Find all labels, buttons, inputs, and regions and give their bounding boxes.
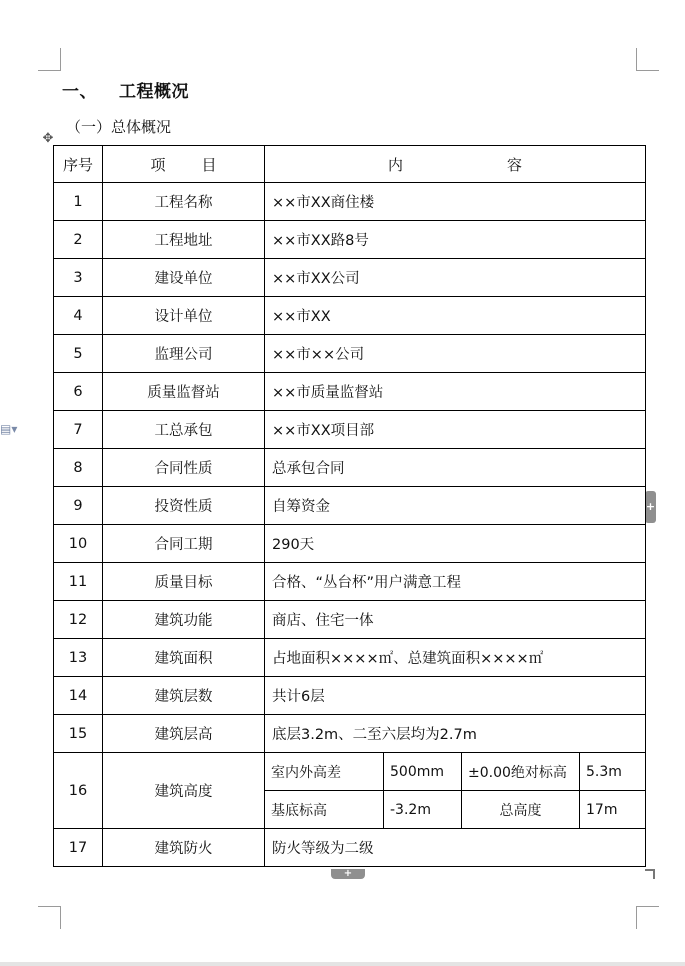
header-content xyxy=(265,146,646,183)
row-content: 防火等级为二级 xyxy=(265,829,646,867)
crop-mark-top-right xyxy=(636,48,659,71)
row-seq: 10 xyxy=(54,525,103,563)
row-item: 建设单位 xyxy=(103,259,265,297)
row-item: 工总承包 xyxy=(103,411,265,449)
table-row xyxy=(54,259,646,297)
row-seq: 6 xyxy=(54,373,103,411)
row-seq: 15 xyxy=(54,715,103,753)
table-row-height-1 xyxy=(54,753,646,791)
table-row xyxy=(54,525,646,563)
row-seq: 11 xyxy=(54,563,103,601)
row-content: ××市××公司 xyxy=(265,335,646,373)
row-seq: 9 xyxy=(54,487,103,525)
table-row xyxy=(54,487,646,525)
row-content: ××市XX商住楼 xyxy=(265,183,646,221)
row-content: ××市XX项目部 xyxy=(265,411,646,449)
row-item: 建筑功能 xyxy=(103,601,265,639)
row-content: 占地面积××××㎡、总建筑面积××××㎡ xyxy=(265,639,646,677)
header-item-text: 项目 xyxy=(150,155,253,174)
row-seq: 3 xyxy=(54,259,103,297)
absolute-elevation-value: 5.3m xyxy=(580,753,646,791)
row-item: 合同工期 xyxy=(103,525,265,563)
subsection-heading: （一）总体概况 xyxy=(66,118,172,136)
table-row xyxy=(54,411,646,449)
row-seq: 14 xyxy=(54,677,103,715)
table-row xyxy=(54,449,646,487)
table-row xyxy=(54,563,646,601)
row-content: 总承包合同 xyxy=(265,449,646,487)
row-seq: 16 xyxy=(54,753,103,829)
row-content: ××市质量监督站 xyxy=(265,373,646,411)
header-content-right: 容 xyxy=(507,155,523,174)
table-resize-icon[interactable] xyxy=(645,869,655,879)
row-content: 商店、住宅一体 xyxy=(265,601,646,639)
indoor-outdoor-diff-label: 室内外高差 xyxy=(265,753,384,791)
absolute-elevation-label: ±0.00绝对标高 xyxy=(462,753,580,791)
row-item: 建筑防火 xyxy=(103,829,265,867)
row-seq: 17 xyxy=(54,829,103,867)
row-content: 共计6层 xyxy=(265,677,646,715)
row-seq: 2 xyxy=(54,221,103,259)
add-column-icon[interactable]: + xyxy=(645,491,656,523)
table-row xyxy=(54,221,646,259)
row-item: 设计单位 xyxy=(103,297,265,335)
row-seq: 5 xyxy=(54,335,103,373)
table-row xyxy=(54,373,646,411)
row-content: 自筹资金 xyxy=(265,487,646,525)
table-move-handle-icon[interactable]: ✥ xyxy=(42,131,54,146)
document-icon[interactable]: ▤▾ xyxy=(0,422,18,436)
table-row xyxy=(54,335,646,373)
row-seq: 4 xyxy=(54,297,103,335)
indoor-outdoor-diff-value: 500mm xyxy=(384,753,462,791)
add-row-icon[interactable]: + xyxy=(331,869,365,879)
row-content: 290天 xyxy=(265,525,646,563)
row-seq: 13 xyxy=(54,639,103,677)
row-item: 工程名称 xyxy=(103,183,265,221)
page-bottom-edge xyxy=(0,962,685,966)
header-item xyxy=(103,146,265,183)
header-seq: 序号 xyxy=(54,146,103,183)
row-item: 建筑面积 xyxy=(103,639,265,677)
row-seq: 8 xyxy=(54,449,103,487)
row-item: 建筑层数 xyxy=(103,677,265,715)
project-overview-table xyxy=(53,145,646,867)
crop-mark-bottom-left xyxy=(38,906,61,929)
section-number: 一、 xyxy=(62,82,97,102)
base-elevation-value: -3.2m xyxy=(384,791,462,829)
row-item: 工程地址 xyxy=(103,221,265,259)
table-header-row xyxy=(54,146,646,183)
row-item: 建筑层高 xyxy=(103,715,265,753)
row-item: 质量监督站 xyxy=(103,373,265,411)
row-seq: 12 xyxy=(54,601,103,639)
table-row xyxy=(54,715,646,753)
row-content: ××市XX公司 xyxy=(265,259,646,297)
row-item: 质量目标 xyxy=(103,563,265,601)
table-row xyxy=(54,297,646,335)
table-row xyxy=(54,829,646,867)
section-heading xyxy=(62,77,189,102)
row-seq: 7 xyxy=(54,411,103,449)
row-item: 投资性质 xyxy=(103,487,265,525)
total-height-label: 总高度 xyxy=(462,791,580,829)
row-item: 合同性质 xyxy=(103,449,265,487)
row-item: 监理公司 xyxy=(103,335,265,373)
crop-mark-top-left xyxy=(38,48,61,71)
table-row xyxy=(54,677,646,715)
row-seq: 1 xyxy=(54,183,103,221)
row-item: 建筑高度 xyxy=(103,753,265,829)
total-height-value: 17m xyxy=(580,791,646,829)
base-elevation-label: 基底标高 xyxy=(265,791,384,829)
row-content: 合格、“丛台杯”用户满意工程 xyxy=(265,563,646,601)
row-content: ××市XX xyxy=(265,297,646,335)
table-row xyxy=(54,639,646,677)
section-title: 工程概况 xyxy=(119,82,189,102)
row-content: ××市XX路8号 xyxy=(265,221,646,259)
table-row xyxy=(54,601,646,639)
row-content: 底层3.2m、二至六层均为2.7m xyxy=(265,715,646,753)
table-row xyxy=(54,183,646,221)
crop-mark-bottom-right xyxy=(636,906,659,929)
header-content-left: 内 xyxy=(388,155,404,174)
